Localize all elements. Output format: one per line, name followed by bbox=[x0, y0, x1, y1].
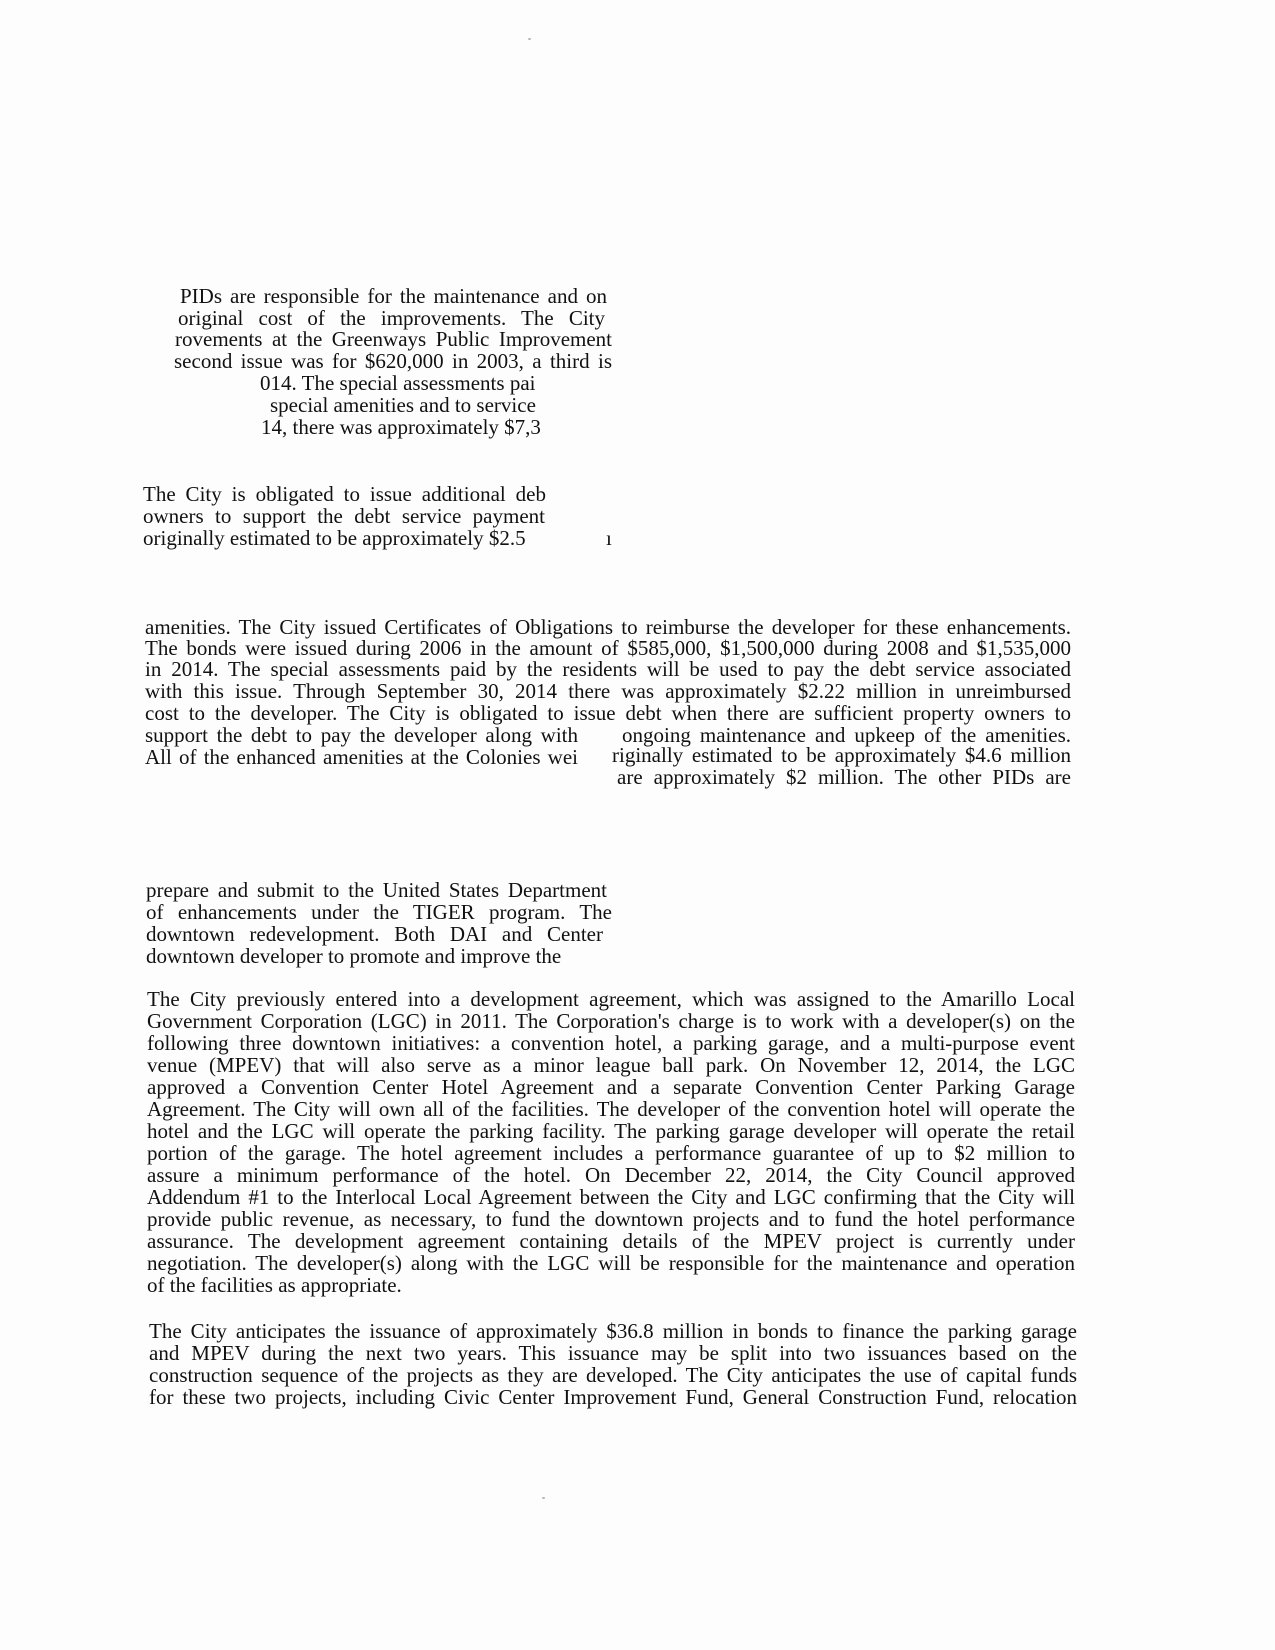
text-line: construction sequence of the projects as they are developed. The City anticipates the use of capital funds bbox=[149, 1363, 1077, 1387]
text-line: second issue was for $620,000 in 2003, a third is bbox=[174, 349, 612, 373]
text-line: portion of the garage. The hotel agreement includes a performance guarantee of up to $2 million to bbox=[147, 1141, 1075, 1165]
text-line: The City is obligated to issue additional deb bbox=[143, 482, 546, 506]
text-line: venue (MPEV) that will also serve as a minor league ball park. On November 12, 2014, the LGC bbox=[147, 1053, 1075, 1077]
text-line: The bonds were issued during 2006 in the amount of $585,000, $1,500,000 during 2008 and $1,535,000 bbox=[145, 636, 1071, 660]
text-line: PIDs are responsible for the maintenance and on bbox=[180, 284, 607, 308]
text-line: assurance. The development agreement containing details of the MPEV project is currently under bbox=[147, 1229, 1075, 1253]
text-line: 14, there was approximately $7,3 bbox=[261, 415, 541, 439]
text-line: support the debt to pay the developer along with bbox=[145, 723, 578, 747]
text-line: The City anticipates the issuance of approximately $36.8 million in bonds to finance the parking garage bbox=[149, 1319, 1077, 1343]
text-line: assure a minimum performance of the hotel. On December 22, 2014, the City Council approved bbox=[147, 1163, 1075, 1187]
text-line: cost to the developer. The City is obligated to issue debt when there are sufficient property owners to bbox=[145, 701, 1071, 725]
text-line: Government Corporation (LGC) in 2011. The Corporation's charge is to work with a developer(s) on the bbox=[147, 1009, 1075, 1033]
text-line: The City previously entered into a development agreement, which was assigned to the Amarillo Local bbox=[147, 987, 1075, 1011]
text-line: ongoing maintenance and upkeep of the amenities. bbox=[622, 723, 1071, 747]
text-line: and MPEV during the next two years. This issuance may be split into two issuances based on the bbox=[149, 1341, 1077, 1365]
stray-mark: ı bbox=[606, 526, 612, 550]
text-line: originally estimated to be approximately $2.5 bbox=[143, 526, 526, 550]
text-line: of enhancements under the TIGER program. The bbox=[146, 900, 612, 924]
text-line: owners to support the debt service payment bbox=[143, 504, 545, 528]
text-line: prepare and submit to the United States Department bbox=[146, 878, 607, 902]
text-line: of the facilities as appropriate. bbox=[147, 1273, 402, 1297]
text-line: hotel and the LGC will operate the parking facility. The parking garage developer will operate the retail bbox=[147, 1119, 1075, 1143]
text-line: special amenities and to service bbox=[270, 393, 536, 417]
text-line: downtown developer to promote and improve the bbox=[146, 944, 562, 968]
text-line: Addendum #1 to the Interlocal Local Agreement between the City and LGC confirming that the City will bbox=[147, 1185, 1075, 1209]
text-line: with this issue. Through September 30, 2014 there was approximately $2.22 million in unreimbursed bbox=[145, 679, 1071, 703]
text-line: Agreement. The City will own all of the facilities. The developer of the convention hotel will operate the bbox=[147, 1097, 1075, 1121]
text-line: riginally estimated to be approximately $4.6 million bbox=[612, 743, 1071, 767]
text-line: provide public revenue, as necessary, to fund the downtown projects and to fund the hotel performance bbox=[147, 1207, 1075, 1231]
text-line: negotiation. The developer(s) along with the LGC will be responsible for the maintenance and operation bbox=[147, 1251, 1075, 1275]
text-line: for these two projects, including Civic Center Improvement Fund, General Construction Fund, relocation bbox=[149, 1385, 1077, 1409]
text-line: 014. The special assessments pai bbox=[260, 371, 536, 395]
text-line: approved a Convention Center Hotel Agreement and a separate Convention Center Parking Garage bbox=[147, 1075, 1075, 1099]
text-line: original cost of the improvements. The City bbox=[178, 306, 605, 330]
text-line: in 2014. The special assessments paid by the residents will be used to pay the debt service associated bbox=[145, 657, 1071, 681]
text-line: are approximately $2 million. The other PIDs are bbox=[617, 765, 1071, 789]
text-line: downtown redevelopment. Both DAI and Center bbox=[146, 922, 603, 946]
scan-speck bbox=[528, 38, 531, 40]
text-line: rovements at the Greenways Public Improvement bbox=[175, 327, 612, 351]
text-line: All of the enhanced amenities at the Colonies wei bbox=[145, 745, 578, 769]
scan-speck bbox=[542, 1497, 545, 1499]
text-line: following three downtown initiatives: a convention hotel, a parking garage, and a multi-purpose event bbox=[147, 1031, 1075, 1055]
text-line: amenities. The City issued Certificates of Obligations to reimburse the developer for these enhancements. bbox=[145, 615, 1071, 639]
